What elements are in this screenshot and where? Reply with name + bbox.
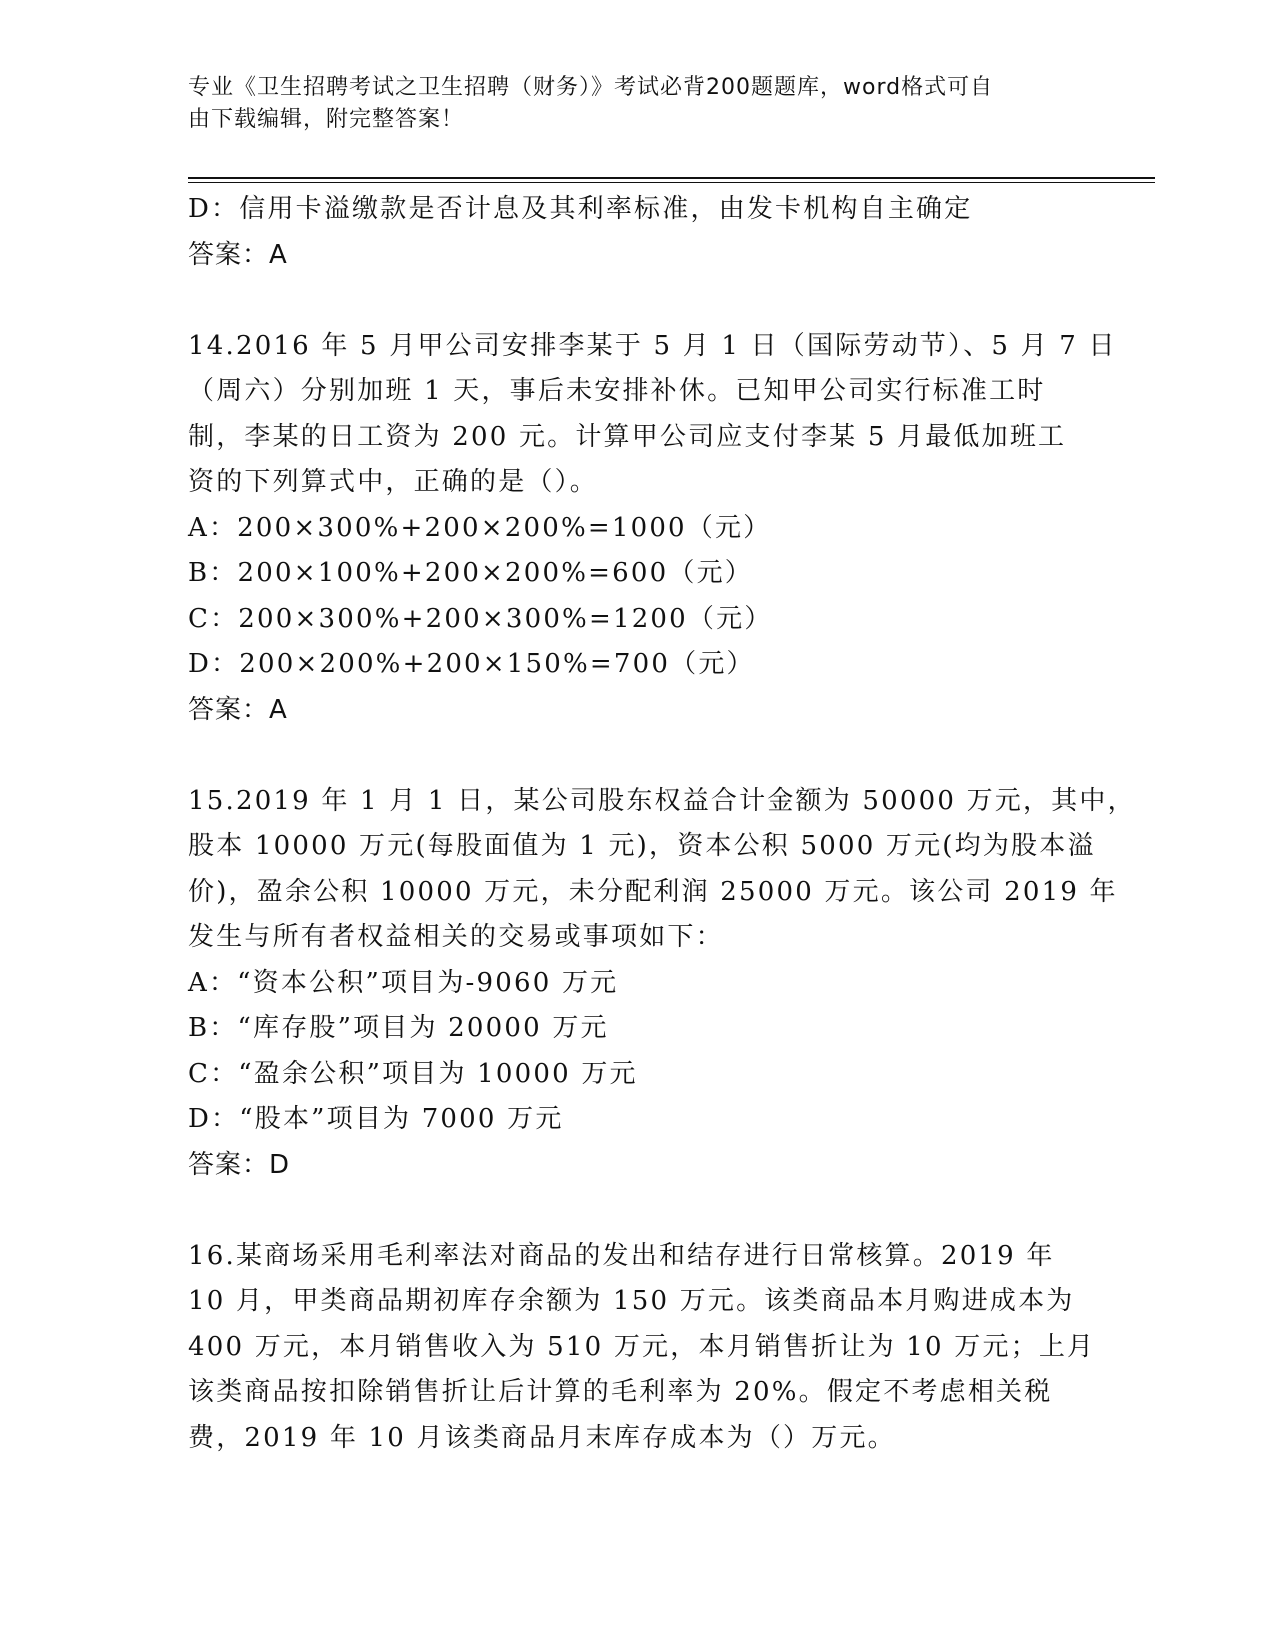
question-stem-line: 股本 10000 万元(每股面值为 1 元)，资本公积 5000 万元(均为股本溢 [188, 831, 1096, 861]
spacer [188, 278, 1078, 324]
question-stem-line: （周六）分别加班 1 天，事后未安排补休。已知甲公司实行标准工时 [188, 376, 1046, 406]
spacer [188, 733, 1078, 779]
option-c: C：200×300%+200×300%=1200（元） [188, 603, 773, 634]
question-stem-line: 发生与所有者权益相关的交易或事项如下： [188, 922, 724, 952]
header-divider-thick [188, 177, 1155, 179]
option-a: A：200×300%+200×200%=1000（元） [188, 512, 772, 543]
option-b: B：“库存股”项目为 20000 万元 [188, 1013, 609, 1043]
option-d: D：“股本”项目为 7000 万元 [188, 1104, 564, 1134]
document-body [188, 187, 1136, 1461]
option-a: A：“资本公积”项目为-9060 万元 [188, 967, 619, 998]
question-stem-line: 10 月，甲类商品期初库存余额为 150 万元。该类商品本月购进成本为 [188, 1286, 1075, 1316]
question-stem-line: 该类商品按扣除销售折让后计算的毛利率为 20%。假定不考虑相关税 [188, 1377, 1053, 1407]
question-stem-line: 14.2016 年 5 月甲公司安排李某于 5 月 1 日（国际劳动节）、5 月 7 日 [188, 330, 1117, 361]
question-stem-line: 费，2019 年 10 月该类商品月末库存成本为（）万元。 [188, 1422, 896, 1453]
option-b: B：200×100%+200×200%=600（元） [188, 558, 753, 588]
question-stem-line: 400 万元，本月销售收入为 510 万元，本月销售折让为 10 万元；上月 [188, 1331, 1096, 1362]
page-header [188, 72, 1068, 136]
option-d: D：信用卡溢缴款是否计息及其利率标准，由发卡机构自主确定 [188, 194, 973, 224]
header-line-1: 专业《卫生招聘考试之卫生招聘（财务）》考试必背200题题库，word格式可自 [188, 75, 994, 100]
answer-line: 答案：A [188, 239, 288, 270]
header-line-2: 由下载编辑，附完整答案！ [188, 107, 465, 132]
answer-line: 答案：D [188, 1149, 291, 1180]
question-stem-line: 15.2019 年 1 月 1 日，某公司股东权益合计金额为 50000 万元，其中， [188, 785, 1136, 816]
option-d: D：200×200%+200×150%=700（元） [188, 649, 755, 679]
question-stem-line: 价)，盈余公积 10000 万元，未分配利润 25000 万元。该公司 2019 年 [188, 876, 1118, 907]
previous-question-tail [188, 187, 1078, 278]
answer-line: 答案：A [188, 694, 288, 725]
spacer [188, 1188, 1078, 1234]
question-14 [188, 324, 1117, 734]
question-stem-line: 16.某商场采用毛利率法对商品的发出和结存进行日常核算。2019 年 [188, 1240, 1055, 1271]
question-15 [188, 779, 1136, 1189]
question-stem-line: 资的下列算式中，正确的是（）。 [188, 467, 599, 497]
question-stem-line: 制，李某的日工资为 200 元。计算甲公司应支付李某 5 月最低加班工 [188, 421, 1067, 452]
question-16 [188, 1234, 1096, 1462]
option-c: C：“盈余公积”项目为 10000 万元 [188, 1058, 638, 1089]
header-divider-thin [188, 182, 1155, 183]
